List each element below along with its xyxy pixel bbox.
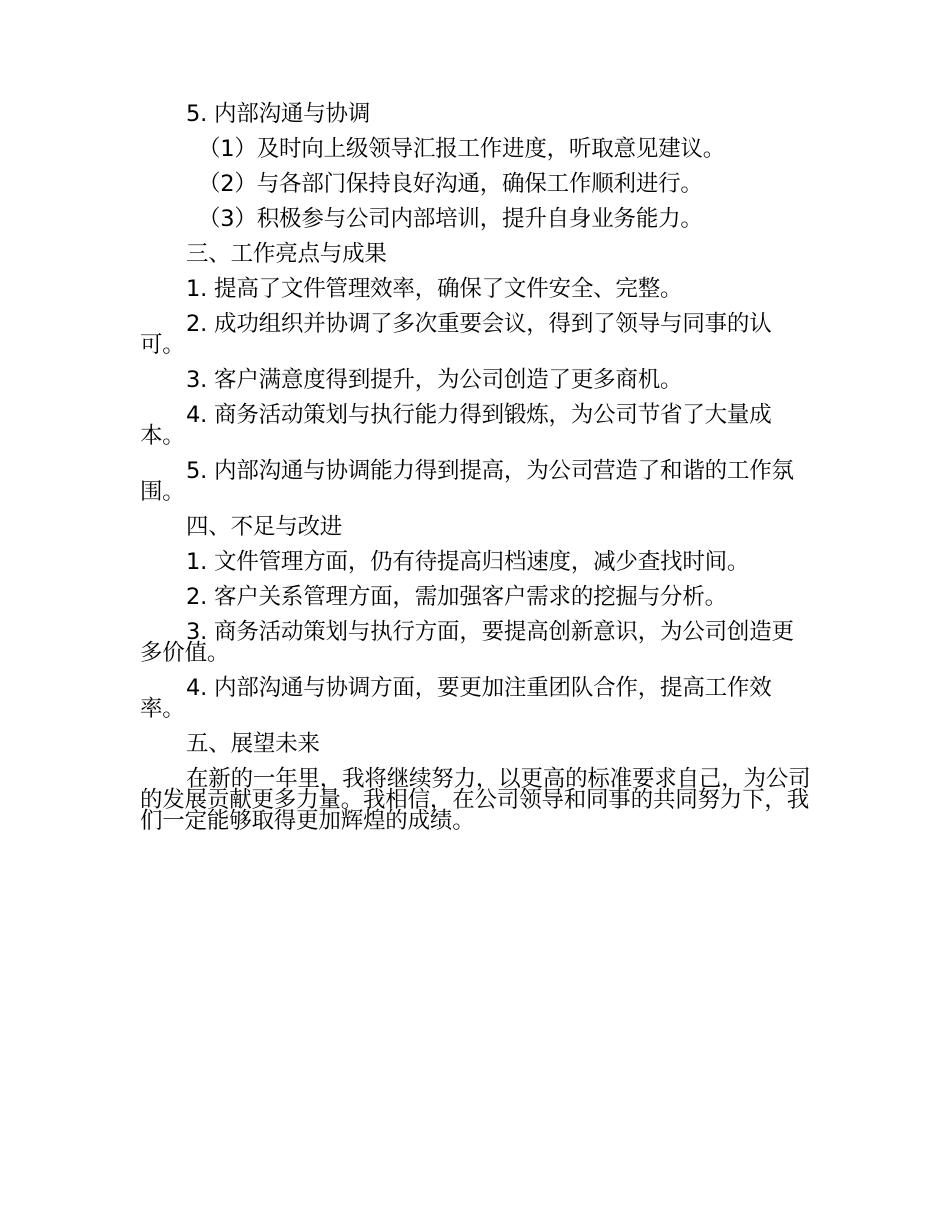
- section-heading-highlights: 三、工作亮点与成果: [186, 241, 387, 267]
- list-item: 1. 提高了文件管理效率，确保了文件安全、完整。: [186, 276, 683, 302]
- list-item: 2. 客户关系管理方面，需加强客户需求的挖掘与分析。: [186, 584, 727, 610]
- sub-item-departments: （2）与各部门保持良好沟通，确保工作顺利进行。: [198, 171, 703, 197]
- sub-item-report: （1）及时向上级领导汇报工作进度，听取意见建议。: [198, 136, 726, 162]
- list-item: 3. 商务活动策划与执行方面，要提高创新意识，为公司创造更多价值。: [140, 619, 794, 666]
- list-item: 3. 客户满意度得到提升，为公司创造了更多商机。: [186, 367, 683, 393]
- list-item: 2. 成功组织并协调了多次重要会议，得到了领导与同事的认可。: [140, 311, 772, 358]
- document-body: [140, 101, 812, 846]
- section-heading-outlook: 五、展望未来: [186, 731, 320, 757]
- list-item: 4. 商务活动策划与执行能力得到锻炼，为公司节省了大量成本。: [140, 402, 772, 449]
- list-item: 5. 内部沟通与协调能力得到提高，为公司营造了和谐的工作氛围。: [140, 458, 794, 505]
- list-item: 1. 文件管理方面，仍有待提高归档速度，减少查找时间。: [186, 549, 750, 575]
- section-heading-improvements: 四、不足与改进: [186, 514, 343, 540]
- list-item-communication: 5. 内部沟通与协调: [186, 101, 371, 127]
- list-item: 4. 内部沟通与协调方面，要更加注重团队合作，提高工作效率。: [140, 675, 772, 722]
- closing-paragraph: 在新的一年里，我将继续努力，以更高的标准要求自己，为公司的发展贡献更多力量。我相信，在公司领导和同事的共同努力下，我们一定能够取得更加辉煌的成绩。: [140, 766, 811, 834]
- sub-item-training: （3）积极参与公司内部培训，提升自身业务能力。: [198, 206, 703, 232]
